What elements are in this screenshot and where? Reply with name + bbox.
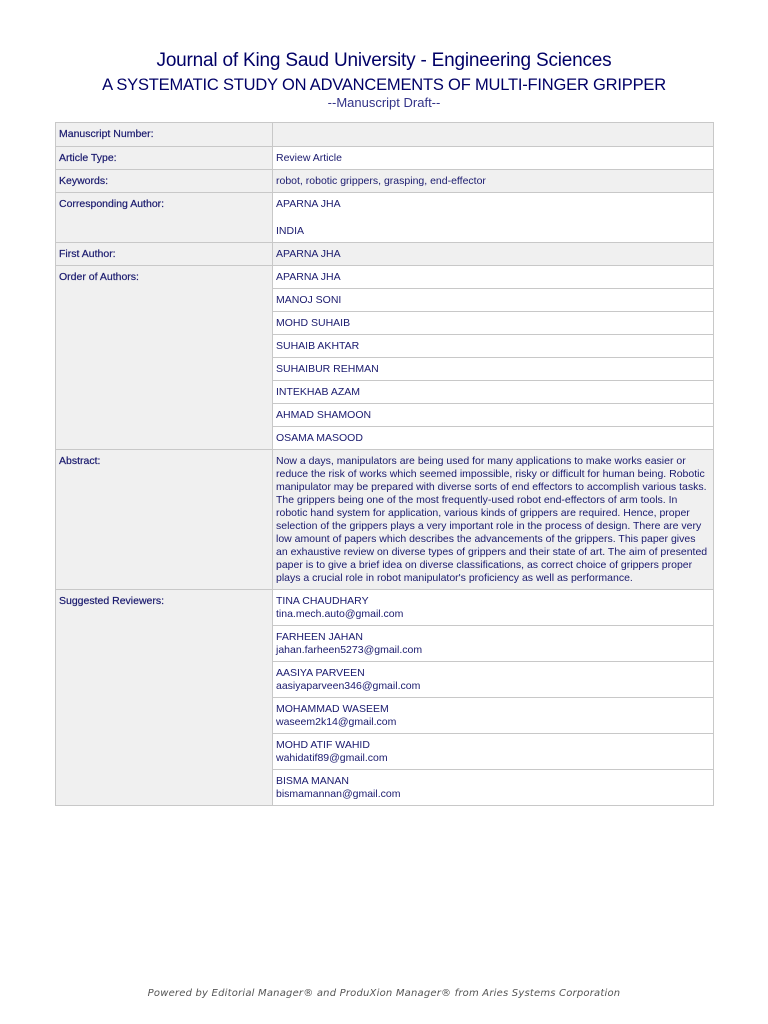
- reviewer-email: tina.mech.auto@gmail.com: [276, 608, 404, 620]
- order-of-authors-label: Order of Authors:: [56, 266, 273, 450]
- abstract-label: Abstract:: [56, 450, 273, 590]
- author-item: SUHAIB AKHTAR: [273, 335, 714, 358]
- reviewer-email: aasiyaparveen346@gmail.com: [276, 680, 421, 692]
- reviewer-name: AASIYA PARVEEN: [276, 667, 365, 679]
- suggested-reviewers-label: Suggested Reviewers:: [56, 590, 273, 806]
- reviewer-name: MOHD ATIF WAHID: [276, 739, 370, 751]
- abstract-text: Now a days, manipulators are being used for many applications to make works easier or reduce the risk of works which seemed impossible, risky or difficult for human being. Robotic manipulator may be prepared with diverse sorts of end effectors to accomplish various tasks. The grippers being one of the most frequently-used robot end-effectors of arm tools. In robotic hand system for application, various kinds of grippers are required. Hence, proper selection of the grippers plays a very important role in the process of design. There are very low amount of papers which describes the advancements of the grippers. This paper gives an exhaustive review on diverse types of grippers and their state of art. The aim of presented paper is to give a brief idea on diverse classifications, as correct choice of grippers proper plays a crucial role in robot manipulator's proficiency as well as performance.: [273, 450, 714, 590]
- journal-name: Journal of King Saud University - Engineering Sciences: [156, 50, 612, 71]
- reviewer-email: jahan.farheen5273@gmail.com: [276, 644, 423, 656]
- reviewer-email: waseem2k14@gmail.com: [276, 716, 397, 728]
- corresponding-author-value: [273, 193, 714, 243]
- corresponding-author-name: APARNA JHA: [276, 198, 341, 210]
- row-order-of-authors: [56, 266, 714, 289]
- keywords-value: robot, robotic grippers, grasping, end-effector: [273, 170, 714, 193]
- reviewer-item: [273, 626, 714, 662]
- manuscript-info-table: [55, 122, 714, 806]
- author-item: MOHD SUHAIB: [273, 312, 714, 335]
- article-type-value: Review Article: [273, 147, 714, 170]
- reviewer-item: [273, 590, 714, 626]
- row-suggested-reviewers: [56, 590, 714, 626]
- author-item: AHMAD SHAMOON: [273, 404, 714, 427]
- reviewer-item: [273, 698, 714, 734]
- first-author-value: APARNA JHA: [273, 243, 714, 266]
- first-author-label: First Author:: [56, 243, 273, 266]
- manuscript-number-value: [273, 123, 714, 147]
- author-item: INTEKHAB AZAM: [273, 381, 714, 404]
- reviewer-name: BISMA MANAN: [276, 775, 349, 787]
- article-type-label: Article Type:: [56, 147, 273, 170]
- draft-label: --Manuscript Draft--: [327, 95, 441, 110]
- reviewer-name: FARHEEN JAHAN: [276, 631, 363, 643]
- row-first-author: [56, 243, 714, 266]
- manuscript-number-label: Manuscript Number:: [56, 123, 273, 147]
- reviewer-name: MOHAMMAD WASEEM: [276, 703, 389, 715]
- row-manuscript-number: [56, 123, 714, 147]
- reviewer-item: [273, 734, 714, 770]
- row-abstract: [56, 450, 714, 590]
- footer-powered-by: Powered by Editorial Manager® and ProduXion Manager® from Aries Systems Corporation: [147, 988, 621, 999]
- author-item: APARNA JHA: [273, 266, 714, 289]
- row-keywords: [56, 170, 714, 193]
- row-article-type: [56, 147, 714, 170]
- corresponding-author-country: INDIA: [276, 225, 305, 237]
- reviewer-item: [273, 662, 714, 698]
- author-item: MANOJ SONI: [273, 289, 714, 312]
- corresponding-author-label: Corresponding Author:: [56, 193, 273, 243]
- author-item: SUHAIBUR REHMAN: [273, 358, 714, 381]
- manuscript-title: A SYSTEMATIC STUDY ON ADVANCEMENTS OF MULTI-FINGER GRIPPER: [102, 76, 666, 94]
- reviewer-name: TINA CHAUDHARY: [276, 595, 369, 607]
- author-item: OSAMA MASOOD: [273, 427, 714, 450]
- reviewer-email: bismamannan@gmail.com: [276, 788, 401, 800]
- reviewer-email: wahidatif89@gmail.com: [276, 752, 388, 764]
- reviewer-item: [273, 770, 714, 806]
- row-corresponding-author: [56, 193, 714, 243]
- keywords-label: Keywords:: [56, 170, 273, 193]
